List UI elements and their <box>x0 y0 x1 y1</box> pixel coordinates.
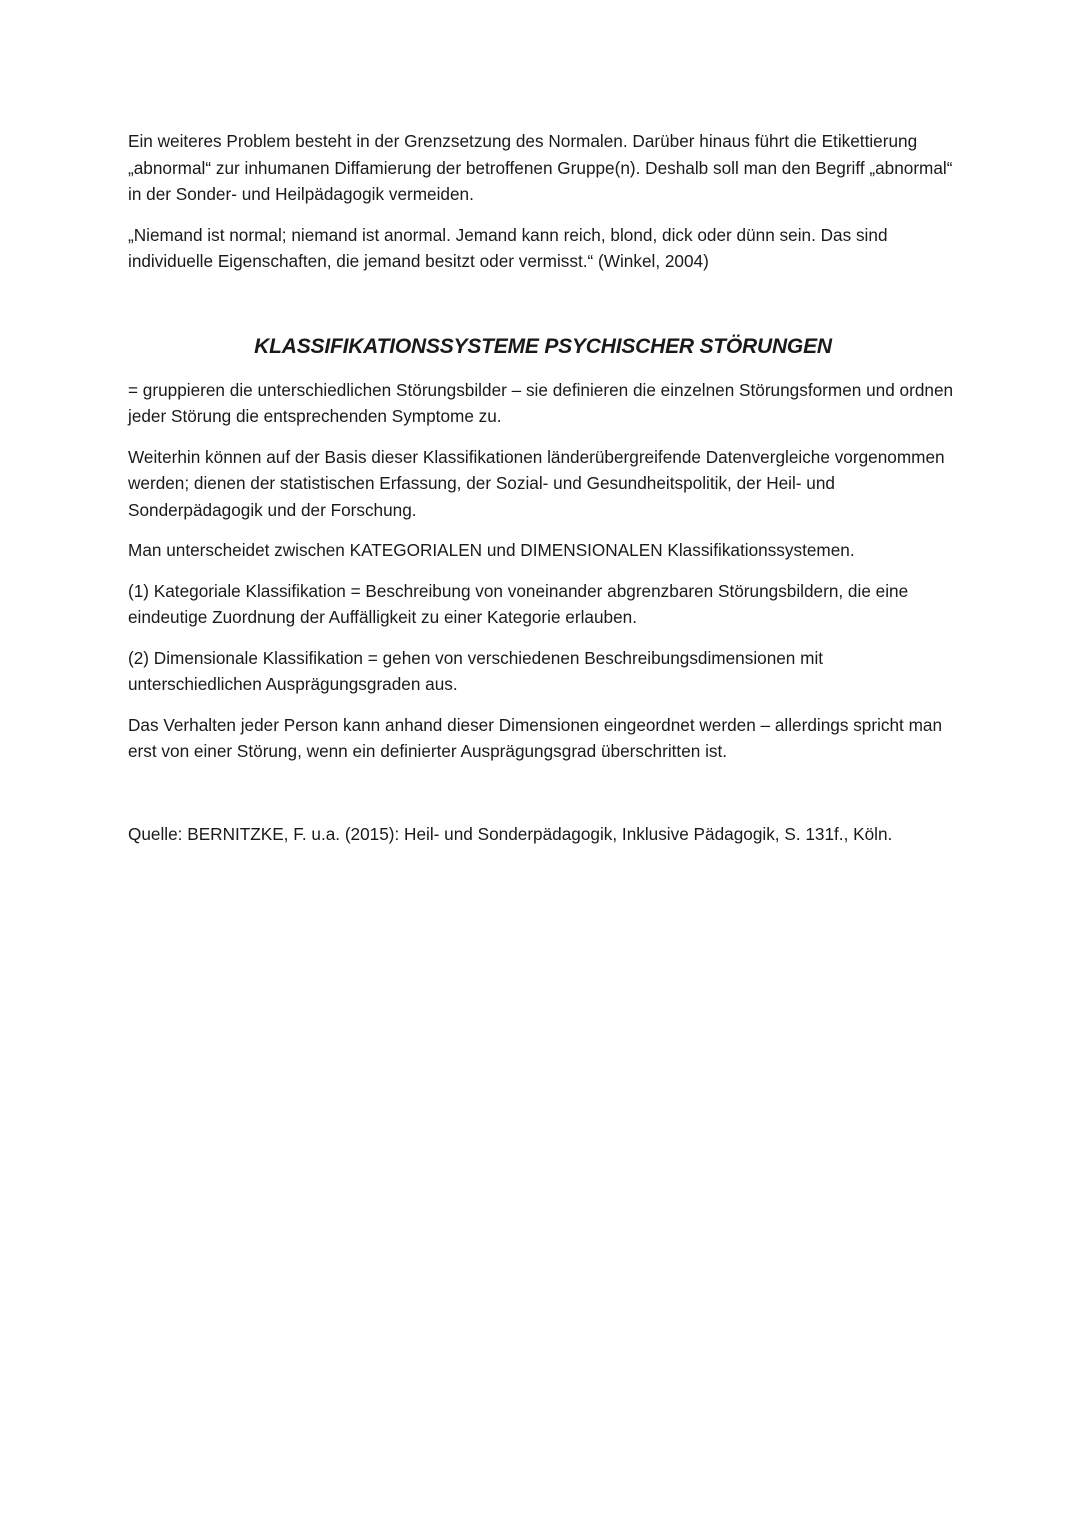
dimensional-paragraph: (2) Dimensionale Klassifikation = gehen von verschiedenen Beschreibungsdimensionen mit unterschiedlichen Ausprägungsgraden aus. <box>128 647 824 694</box>
section-heading: KLASSIFIKATIONSSYSTEME PSYCHISCHER STÖRUNGEN <box>254 334 832 358</box>
distinction-paragraph: Man unterscheidet zwischen KATEGORIALEN und DIMENSIONALEN Klassifikationssystemen. <box>128 540 855 560</box>
intro-paragraph: Ein weiteres Problem besteht in der Grenzsetzung des Normalen. Darüber hinaus führt die Etikettierung „abnormal“ zur inhumanen Diffamierung der betroffenen Gruppe(n). Deshalb soll man den Begriff „abnormal“ in der Sonder- und Heilpädagogik vermeiden. <box>128 131 953 204</box>
document-page <box>128 128 958 847</box>
categorical-paragraph: (1) Kategoriale Klassifikation = Beschreibung von voneinander abgrenzbaren Störungsbildern, die eine eindeutige Zuordnung der Auffälligkeit zu einer Kategorie erlauben. <box>128 580 909 627</box>
section-heading-wrap <box>128 333 958 361</box>
behavior-paragraph: Das Verhalten jeder Person kann anhand dieser Dimensionen eingeordnet werden – allerdings spricht man erst von einer Störung, wenn ein definierter Ausprägungsgrad überschritten ist. <box>128 714 943 761</box>
quote-paragraph: „Niemand ist normal; niemand ist anormal. Jemand kann reich, blond, dick oder dünn sein. Das sind individuelle Eigenschaften, die jemand besitzt oder vermisst.“ (Winkel, 2004) <box>128 224 888 271</box>
definition-paragraph: = gruppieren die unterschiedlichen Störungsbilder – sie definieren die einzelnen Störungsformen und ordnen jeder Störung die entsprechenden Symptome zu. <box>128 379 954 426</box>
source-citation: Quelle: BERNITZKE, F. u.a. (2015): Heil- und Sonderpädagogik, Inklusive Pädagogik, S. 131f., Köln. <box>128 823 893 844</box>
purpose-paragraph: Weiterhin können auf der Basis dieser Klassifikationen länderübergreifende Datenvergleiche vorgenommen werden; dienen der statistischen Erfassung, der Sozial- und Gesundheitspolitik, der Heil- und Sonderpädagogik und der Forschung. <box>128 446 945 520</box>
